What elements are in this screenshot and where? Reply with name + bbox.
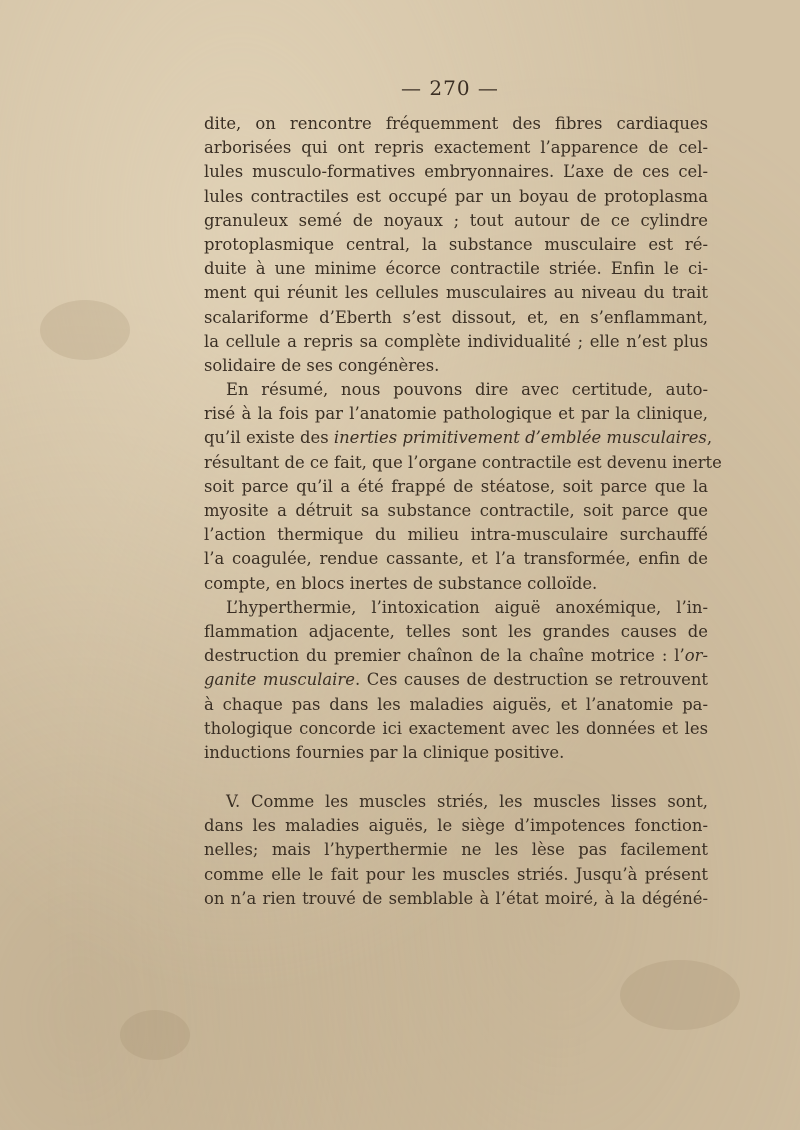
paragraph [204, 596, 708, 765]
text-line: nelles; mais l’hyperthermie ne les lèse pas facilement [204, 840, 708, 860]
text-line [204, 644, 708, 668]
text-run: destruction du premier chaînon de la chaîne motrice : l’ [204, 646, 685, 666]
text-run: . Ces causes de destruction se retrouvent [354, 670, 708, 690]
text-line: compte, en blocs inertes de substance colloïde. [204, 573, 598, 593]
text-line [204, 668, 708, 692]
text-line: thologique concorde ici exactement avec les données et les [204, 718, 708, 738]
text-line: ment qui réunit les cellules musculaires au niveau du trait [204, 283, 708, 303]
text-line [204, 426, 713, 450]
text-line: la cellule a repris sa complète individualité ; elle n’est plus [204, 331, 708, 351]
text-line: inductions fournies par la clinique positive. [204, 742, 565, 762]
text-line: lules musculo-formatives embryonnaires. L’axe de ces cel- [204, 162, 708, 182]
text-line: myosite a détruit sa substance contractile, soit parce que [204, 501, 708, 520]
italic-text-run: or- [684, 646, 708, 666]
italic-text-run: inerties primitivement d’emblée musculaires [333, 428, 707, 448]
paragraph [204, 112, 708, 378]
text-line: scalariforme d’Eberth s’est dissout, et, en s’enflammant, [204, 307, 708, 327]
text-line: En résumé, nous pouvons dire avec certitude, auto- [226, 380, 708, 400]
text-run: qu’il existe des [204, 428, 334, 448]
text-line: flammation adjacente, telles sont les grandes causes de [204, 621, 708, 641]
text-line: on n’a rien trouvé de semblable à l’état moiré, à la dégéné- [204, 888, 708, 908]
text-line: L’hyperthermie, l’intoxication aiguë anoxémique, l’in- [226, 597, 708, 617]
paragraph [204, 378, 722, 596]
text-run: , [706, 428, 713, 448]
italic-text-run: ganite musculaire [204, 670, 355, 690]
paper-stain [120, 1010, 190, 1060]
paragraph [204, 790, 708, 911]
page-number: — 270 — [401, 76, 499, 100]
text-line: dans les maladies aiguës, le siège d’impotences fonction- [204, 816, 708, 836]
text-line: V. Comme les muscles striés, les muscles lisses sont, [226, 792, 708, 812]
text-line: lules contractiles est occupé par un boyau de protoplasma [204, 186, 708, 206]
text-line: dite, on rencontre fréquemment des fibres cardiaques [204, 114, 708, 133]
text-line: arborisées qui ont repris exactement l’apparence de cel- [204, 138, 708, 158]
body-text [204, 112, 722, 911]
paper-stain [620, 960, 740, 1030]
text-line: l’a coagulée, rendue cassante, et l’a transformée, enfin de [204, 549, 708, 569]
text-line: à chaque pas dans les maladies aiguës, et l’anatomie pa- [204, 694, 708, 714]
text-line: risé à la fois par l’anatomie pathologique et par la clinique, [204, 404, 708, 424]
text-line: protoplasmique central, la substance musculaire est ré- [204, 234, 708, 254]
text-line: comme elle le fait pour les muscles striés. Jusqu’à présent [204, 864, 708, 884]
text-line: duite à une minime écorce contractile striée. Enfin le ci- [204, 259, 708, 279]
text-line: granuleux semé de noyaux ; tout autour de ce cylindre [204, 210, 708, 230]
paper-stain [40, 300, 130, 360]
section-gap [204, 765, 708, 790]
text-line: soit parce qu’il a été frappé de stéatose, soit parce que la [204, 476, 708, 496]
text-line: solidaire de ses congénères. [204, 355, 440, 375]
text-line: résultant de ce fait, que l’organe contractile est devenu inerte [204, 452, 722, 472]
text-line: l’action thermique du milieu intra-musculaire surchauffé [204, 525, 708, 545]
